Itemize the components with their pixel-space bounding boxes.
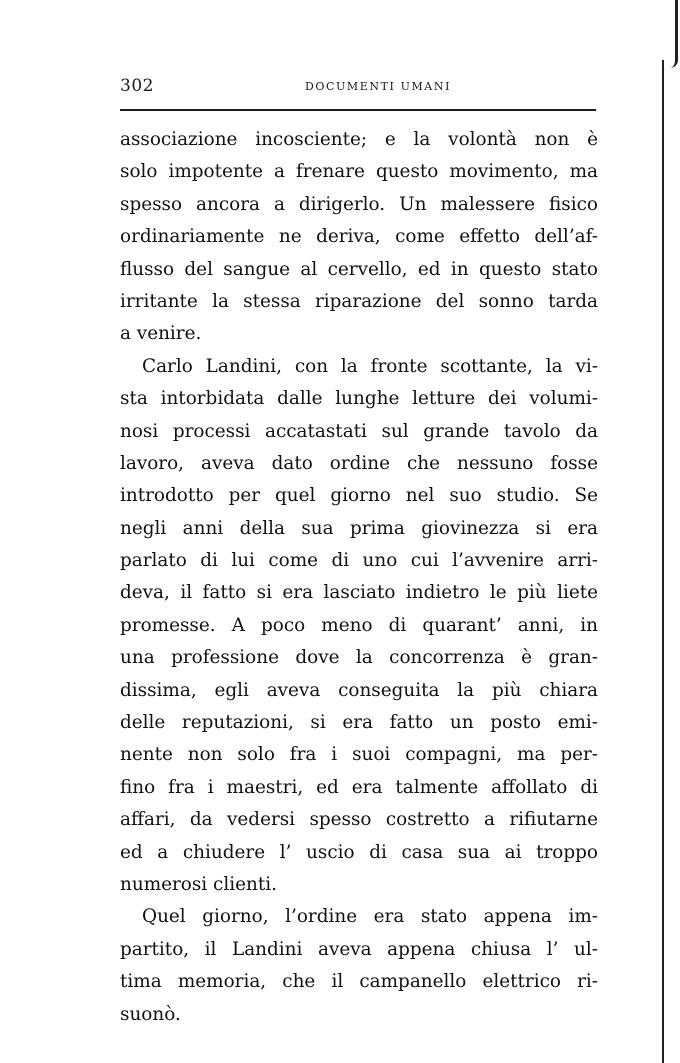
text-line: promesse. A poco meno di quarant’ anni, in	[120, 614, 598, 636]
text-line: Carlo Landini, con la fronte scottante, la vi-	[142, 355, 598, 377]
text-line: nosi processi accatastati sul grande tavolo da	[120, 420, 598, 442]
text-line: partito, il Landini aveva appena chiusa l’ ul-	[120, 938, 598, 960]
text-line: delle reputazioni, si era fatto un posto emi-	[120, 712, 598, 734]
page-edge-curl	[663, 0, 678, 68]
header-rule	[120, 109, 596, 111]
text-line: associazione incosciente; e la volontà non è	[120, 129, 598, 150]
text-line: fino fra i maestri, ed era talmente affollato di	[120, 776, 598, 798]
text-line: deva, il fatto si era lasciato indietro le più liete	[120, 582, 598, 604]
running-title: DOCUMENTI UMANI	[304, 80, 452, 93]
text-line: una professione dove la concorrenza è gran-	[120, 647, 598, 669]
paragraph-1	[120, 124, 598, 351]
text-line: numerosi clienti.	[120, 873, 277, 895]
text-line: Quel giorno, l’ordine era stato appena im-	[142, 906, 598, 928]
text-line: introdotto per quel giorno nel suo studio. Se	[120, 485, 598, 507]
text-line: tima memoria, che il campanello elettrico ri-	[120, 971, 598, 993]
text-line: a venire.	[120, 323, 202, 345]
text-line: sta intorbidata dalle lunghe letture dei volumi-	[120, 388, 598, 410]
text-line: flusso del sangue al cervello, ed in questo stato	[120, 258, 598, 280]
text-line: solo impotente a frenare questo movimento, ma	[120, 161, 598, 183]
text-line: ordinariamente ne deriva, come effetto dell’af-	[120, 226, 598, 248]
text-line: irritante la stessa riparazione del sonno tarda	[120, 290, 598, 312]
text-line: spesso ancora a dirigerlo. Un malessere fisico	[120, 193, 598, 215]
text-line: nente non solo fra i suoi compagni, ma per-	[120, 744, 598, 766]
text-line: affari, da vedersi spesso costretto a rifiutarne	[120, 809, 598, 831]
text-line: negli anni della sua prima giovinezza si era	[120, 517, 598, 539]
page-edge	[662, 0, 680, 1063]
text-line: suonò.	[120, 1003, 181, 1025]
text-line: lavoro, aveva dato ordine che nessuno fosse	[120, 452, 598, 474]
text-line: ed a chiudere l’ uscio di casa sua ai troppo	[120, 841, 598, 863]
paragraph-2	[120, 351, 598, 902]
page-number: 302	[120, 76, 154, 96]
body-text	[120, 124, 598, 1031]
page-header	[120, 72, 596, 106]
page-edge-line	[662, 60, 664, 1063]
text-line: dissima, egli aveva conseguita la più chiara	[120, 679, 598, 701]
text-line: parlato di lui come di uno cui l’avvenire arri-	[120, 550, 598, 572]
paragraph-3	[120, 901, 598, 1031]
